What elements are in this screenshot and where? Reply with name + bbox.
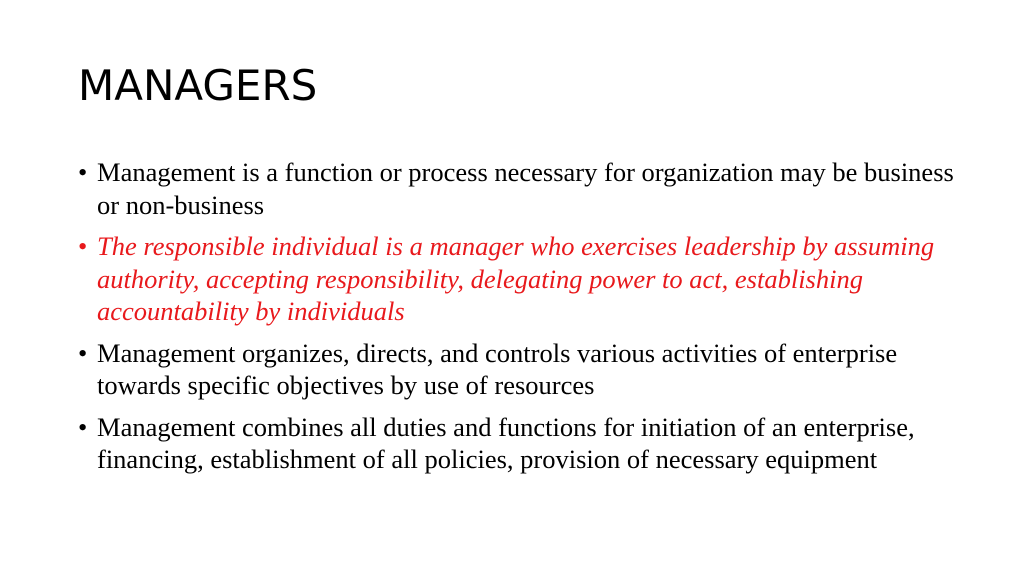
bullet-item-emphasis	[78, 230, 958, 328]
slide-title: MANAGERS	[78, 61, 318, 110]
bullet-text: The responsible individual is a manager who exercises leadership by assuming authority, accepting responsibility, delegating power to act, establishing accountability by individuals	[97, 231, 935, 326]
bullet-marker: •	[78, 337, 88, 368]
bullet-item	[78, 337, 958, 402]
bullet-marker: •	[78, 411, 88, 442]
bullet-list	[78, 156, 958, 485]
bullet-text: Management is a function or process necessary for organization may be business or non-business	[97, 157, 954, 220]
bullet-marker: •	[78, 157, 88, 187]
bullet-item	[78, 156, 958, 221]
bullet-item	[78, 411, 958, 476]
bullet-text: Management combines all duties and functions for initiation of an enterprise, financing, establishment of all policies, provision of necessary equipment	[97, 411, 915, 474]
bullet-text: Management organizes, directs, and controls various activities of enterprise towards specific objectives by use of resources	[97, 337, 898, 400]
bullet-marker: •	[78, 231, 88, 261]
